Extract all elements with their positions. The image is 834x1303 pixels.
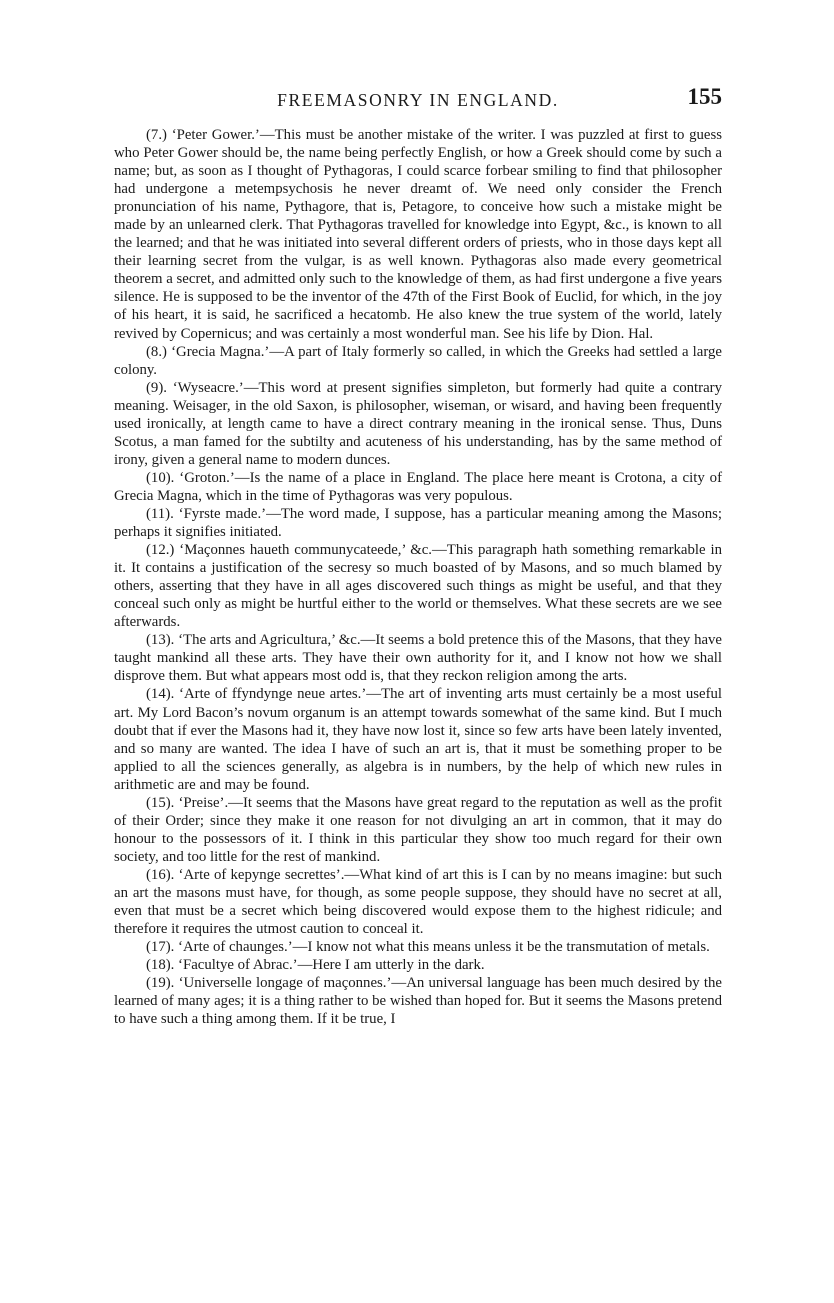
note-19-universelle-longage: (19). ‘Universelle longage of maçonnes.’—An universal language has been much desired by the learned of many ages; it is a thing rather to be wished than hoped for. But it seems the Masons pretend to have such a thing among them. If it be true, I <box>114 975 722 1028</box>
note-14-arte-of-ffyndynge: (14). ‘Arte of ffyndynge neue artes.’—The art of inventing arts must certainly be a most useful art. My Lord Bacon’s novum organum is an attempt towards somewhat of the same kind. But I much doubt that if ever the Masons had it, they have now lost it, since so few arts have been lately invented, and so many are wanted. The idea I have of such an art is, that it must be something proper to be applied to all the sciences generally, as algebra is in numbers, by the help of which new rules in arithmetic are and may be found. <box>114 686 722 793</box>
page-number: 155 <box>687 84 722 109</box>
running-head: FREEMASONRY IN ENGLAND. <box>277 90 559 110</box>
note-18-abrac: (18). ‘Facultye of Abrac.’—Here I am utterly in the dark. <box>146 957 485 974</box>
note-9-wyseacre: (9). ‘Wyseacre.’—This word at present signifies simpleton, but formerly had quite a contrary meaning. Weisager, in the old Saxon, is philosopher, wiseman, or wisard, and having been frequently used ironically, at length came to have a direct contrary meaning in the ironical sense. Thus, Duns Scotus, a man famed for the subtilty and acuteness of his understanding, has by the same method of irony, given a general name to modern dunces. <box>114 379 722 468</box>
note-10-groton: (10). ‘Groton.’—Is the name of a place in England. The place here meant is Crotona, a city of Grecia Magna, which in the time of Pythagoras was very populous. <box>114 469 722 504</box>
note-7-peter-gower: (7.) ‘Peter Gower.’—This must be another mistake of the writer. I was puzzled at first to guess who Peter Gower should be, the name being perfectly English, or how a Greek should come by such a name; but, as soon as I thought of Pythagoras, I could scarce forbear smiling to find that philosopher had undergone a metempsychosis he never dreamt of. We need only consider the French pronunciation of his name, Pythagore, that is, Petagore, to conceive how such a mistake might be made by an unlearned clerk. That Pythagoras travelled for knowledge into Egypt, &c., is known to all the learned; and that he was initiated into several different orders of priests, who in those days kept all their learning secret from the vulgar, is as well known. Pythagoras also made every geometrical theorem a secret, and admitted only such to the knowledge of them, as had first undergone a five years silence. He is supposed to be the inventor of the 47th of the First Book of Euclid, for which, in the joy of his heart, it is said, he sacrificed a hecatomb. He also knew the true system of the world, lately revived by Copernicus; and was certainly a most wonderful man. See his life by Dion. Hal. <box>114 127 722 342</box>
note-13-arts: (13). ‘The arts and Agricultura,’ &c.—It seems a bold pretence this of the Masons, that they have taught mankind all these arts. They have their own authority for it, and I know not how we shall disprove them. But what appears most odd is, that they reckon religion among the arts. <box>114 632 722 685</box>
page-header <box>114 84 722 118</box>
note-16-kepynge-secrettes: (16). ‘Arte of kepynge secrettes’.—What kind of art this is I can by no means imagine: but such an art the masons must have, for though, as some people suppose, they should have no secret at all, even that must be a secret which being discovered would expose them to the highest ridicule; and therefore it requires the utmost caution to conceal it. <box>114 866 722 938</box>
note-12-maconnes: (12.) ‘Maçonnes haueth communycateede,’ &c.—This paragraph hath something remarkable in it. It contains a justification of the secresy so much boasted of by Masons, and so much blamed by others, asserting that they have in all ages discovered such things as might be useful, and that they conceal such only as might be hurtful either to the world or themselves. What these secrets are we see afterwards. <box>114 542 722 631</box>
note-15-preise: (15). ‘Preise’.—It seems that the Masons have great regard to the reputation as well as the profit of their Order; since they make it one reason for not divulging an art in common, that it may do honour to the possessors of it. I think in this particular they show too much regard for their own society, and too little for the rest of mankind. <box>114 794 722 865</box>
note-17-chaunges: (17). ‘Arte of chaunges.’—I know not what this means unless it be the transmutation of metals. <box>146 939 710 956</box>
notes-text <box>114 126 722 1028</box>
note-8-grecia-magna: (8.) ‘Grecia Magna.’—A part of Italy formerly so called, in which the Greeks had settled a large colony. <box>114 343 722 378</box>
note-11-fyrste-made: (11). ‘Fyrste made.’—The word made, I suppose, has a particular meaning among the Masons; perhaps it signifies initiated. <box>114 505 722 541</box>
